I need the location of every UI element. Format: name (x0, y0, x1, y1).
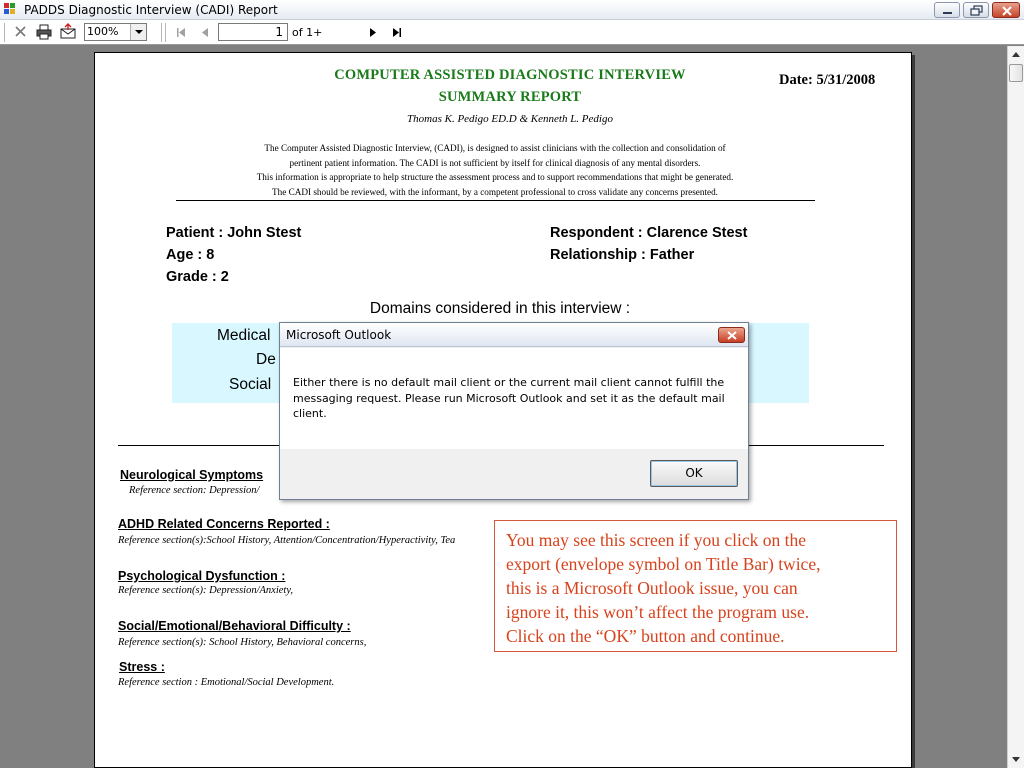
patient-grade: Grade : 2 (166, 269, 229, 285)
section-heading-social-emotional: Social/Emotional/Behavioral Difficulty : (118, 619, 351, 633)
section-heading-stress: Stress : (119, 660, 165, 674)
chevron-down-icon[interactable] (130, 24, 146, 40)
intro-line: The Computer Assisted Diagnostic Interview, (CADI), is designed to assist clinicians with the collection and consolidation of (264, 143, 726, 153)
toolbar-divider (4, 23, 5, 42)
report-authors: Thomas K. Pedigo ED.D & Kenneth L. Pedigo (407, 113, 613, 125)
window-titlebar (0, 0, 1024, 20)
dialog-titlebar (280, 323, 748, 347)
report-title-line1: COMPUTER ASSISTED DIAGNOSTIC INTERVIEW (334, 67, 686, 83)
respondent-name: Respondent : Clarence Stest (550, 225, 748, 241)
close-icon (719, 328, 746, 344)
dialog-message-line: Either there is no default mail client or the current mail client cannot fulfill the (293, 376, 725, 389)
report-toolbar (0, 20, 1024, 45)
minimize-button[interactable] (934, 2, 960, 18)
toolbar-divider (161, 23, 162, 42)
zoom-select[interactable] (84, 23, 147, 41)
annotation-callout (494, 520, 897, 652)
close-icon (993, 3, 1021, 19)
previous-page-button[interactable] (196, 23, 214, 41)
intro-line: The CADI should be reviewed, with the informant, by a competent professional to cross validate any concerns presented. (272, 186, 718, 197)
domains-title: Domains considered in this interview : (369, 300, 631, 317)
vertical-scrollbar[interactable] (1007, 46, 1024, 768)
scroll-down-button[interactable] (1008, 751, 1024, 768)
callout-line: Click on the “OK” button and continue. (506, 626, 785, 646)
callout-line: export (envelope symbol on Title Bar) twice, (506, 554, 821, 574)
export-button[interactable] (59, 23, 77, 41)
page-number-input[interactable]: 1 (218, 23, 288, 41)
section-reference: Reference section: Depression/ (129, 485, 260, 496)
last-page-button[interactable] (388, 23, 406, 41)
padds-app-icon (4, 3, 18, 17)
arrow-down-icon (1008, 751, 1024, 768)
section-heading-adhd: ADHD Related Concerns Reported : (118, 517, 330, 531)
arrow-up-icon (1008, 46, 1024, 63)
restore-icon (964, 3, 990, 19)
respondent-relationship: Relationship : Father (550, 247, 695, 263)
window-title: PADDS Diagnostic Interview (CADI) Report (24, 3, 278, 17)
scroll-up-button[interactable] (1008, 46, 1024, 63)
dialog-message (293, 375, 733, 422)
domain-item: Social (229, 376, 272, 393)
dialog-message-line: messaging request. Please run Microsoft Outlook and set it as the default mail (293, 391, 725, 405)
scroll-thumb[interactable] (1009, 64, 1023, 82)
last-page-icon (388, 23, 406, 41)
dialog-message-line: client. (293, 407, 327, 420)
callout-line: ignore it, this won’t affect the program use. (506, 602, 810, 622)
dialog-close-button[interactable] (718, 327, 745, 343)
section-heading-neurological: Neurological Symptoms (120, 468, 264, 482)
x-icon (12, 23, 30, 41)
section-reference: Reference section(s): School History, Behavioral concerns, (118, 637, 367, 648)
section-reference: Reference section(s):School History, Attention/Concentration/Hyperactivity, Tea (118, 535, 456, 546)
zoom-value: 100% (87, 25, 119, 38)
callout-line: You may see this screen if you click on the (506, 530, 807, 550)
callout-line: this is a Microsoft Outlook issue, you can (506, 578, 798, 598)
intro-line: This information is appropriate to help structure the assessment process and to support recommendations that might be generated. (256, 172, 734, 182)
callout-text (506, 528, 891, 648)
close-window-button[interactable] (992, 2, 1020, 18)
envelope-icon (59, 23, 77, 41)
section-heading-psychological: Psychological Dysfunction : (118, 569, 286, 583)
ok-button[interactable]: OK (650, 460, 738, 487)
minimize-icon (935, 3, 961, 19)
section-reference: Reference section(s): Depression/Anxiety, (118, 585, 294, 596)
toolbar-divider (165, 23, 166, 42)
print-button[interactable] (35, 23, 53, 41)
previous-page-icon (196, 23, 214, 41)
domain-item: De (256, 351, 276, 368)
dialog-body (280, 348, 748, 449)
section-reference: Reference section : Emotional/Social Development. (118, 677, 335, 688)
close-report-button[interactable] (12, 23, 30, 41)
domain-item: Medical (217, 327, 271, 344)
outlook-error-dialog (279, 322, 749, 500)
next-page-icon (364, 23, 382, 41)
first-page-icon (172, 23, 190, 41)
patient-name: Patient : John Stest (166, 225, 302, 241)
report-date: Date: 5/31/2008 (779, 72, 876, 88)
dialog-title: Microsoft Outlook (286, 328, 392, 342)
restore-button[interactable] (963, 2, 989, 18)
intro-line: pertinent patient information. The CADI is not sufficient by itself for clinical diagnosis of any mental disorders. (289, 157, 701, 168)
report-title-line2: SUMMARY REPORT (438, 89, 582, 105)
first-page-button[interactable] (172, 23, 190, 41)
report-intro (175, 141, 815, 199)
page-count: of 1+ (292, 26, 323, 39)
printer-icon (35, 23, 53, 41)
patient-age: Age : 8 (166, 247, 215, 263)
divider (176, 200, 815, 201)
next-page-button[interactable] (364, 23, 382, 41)
